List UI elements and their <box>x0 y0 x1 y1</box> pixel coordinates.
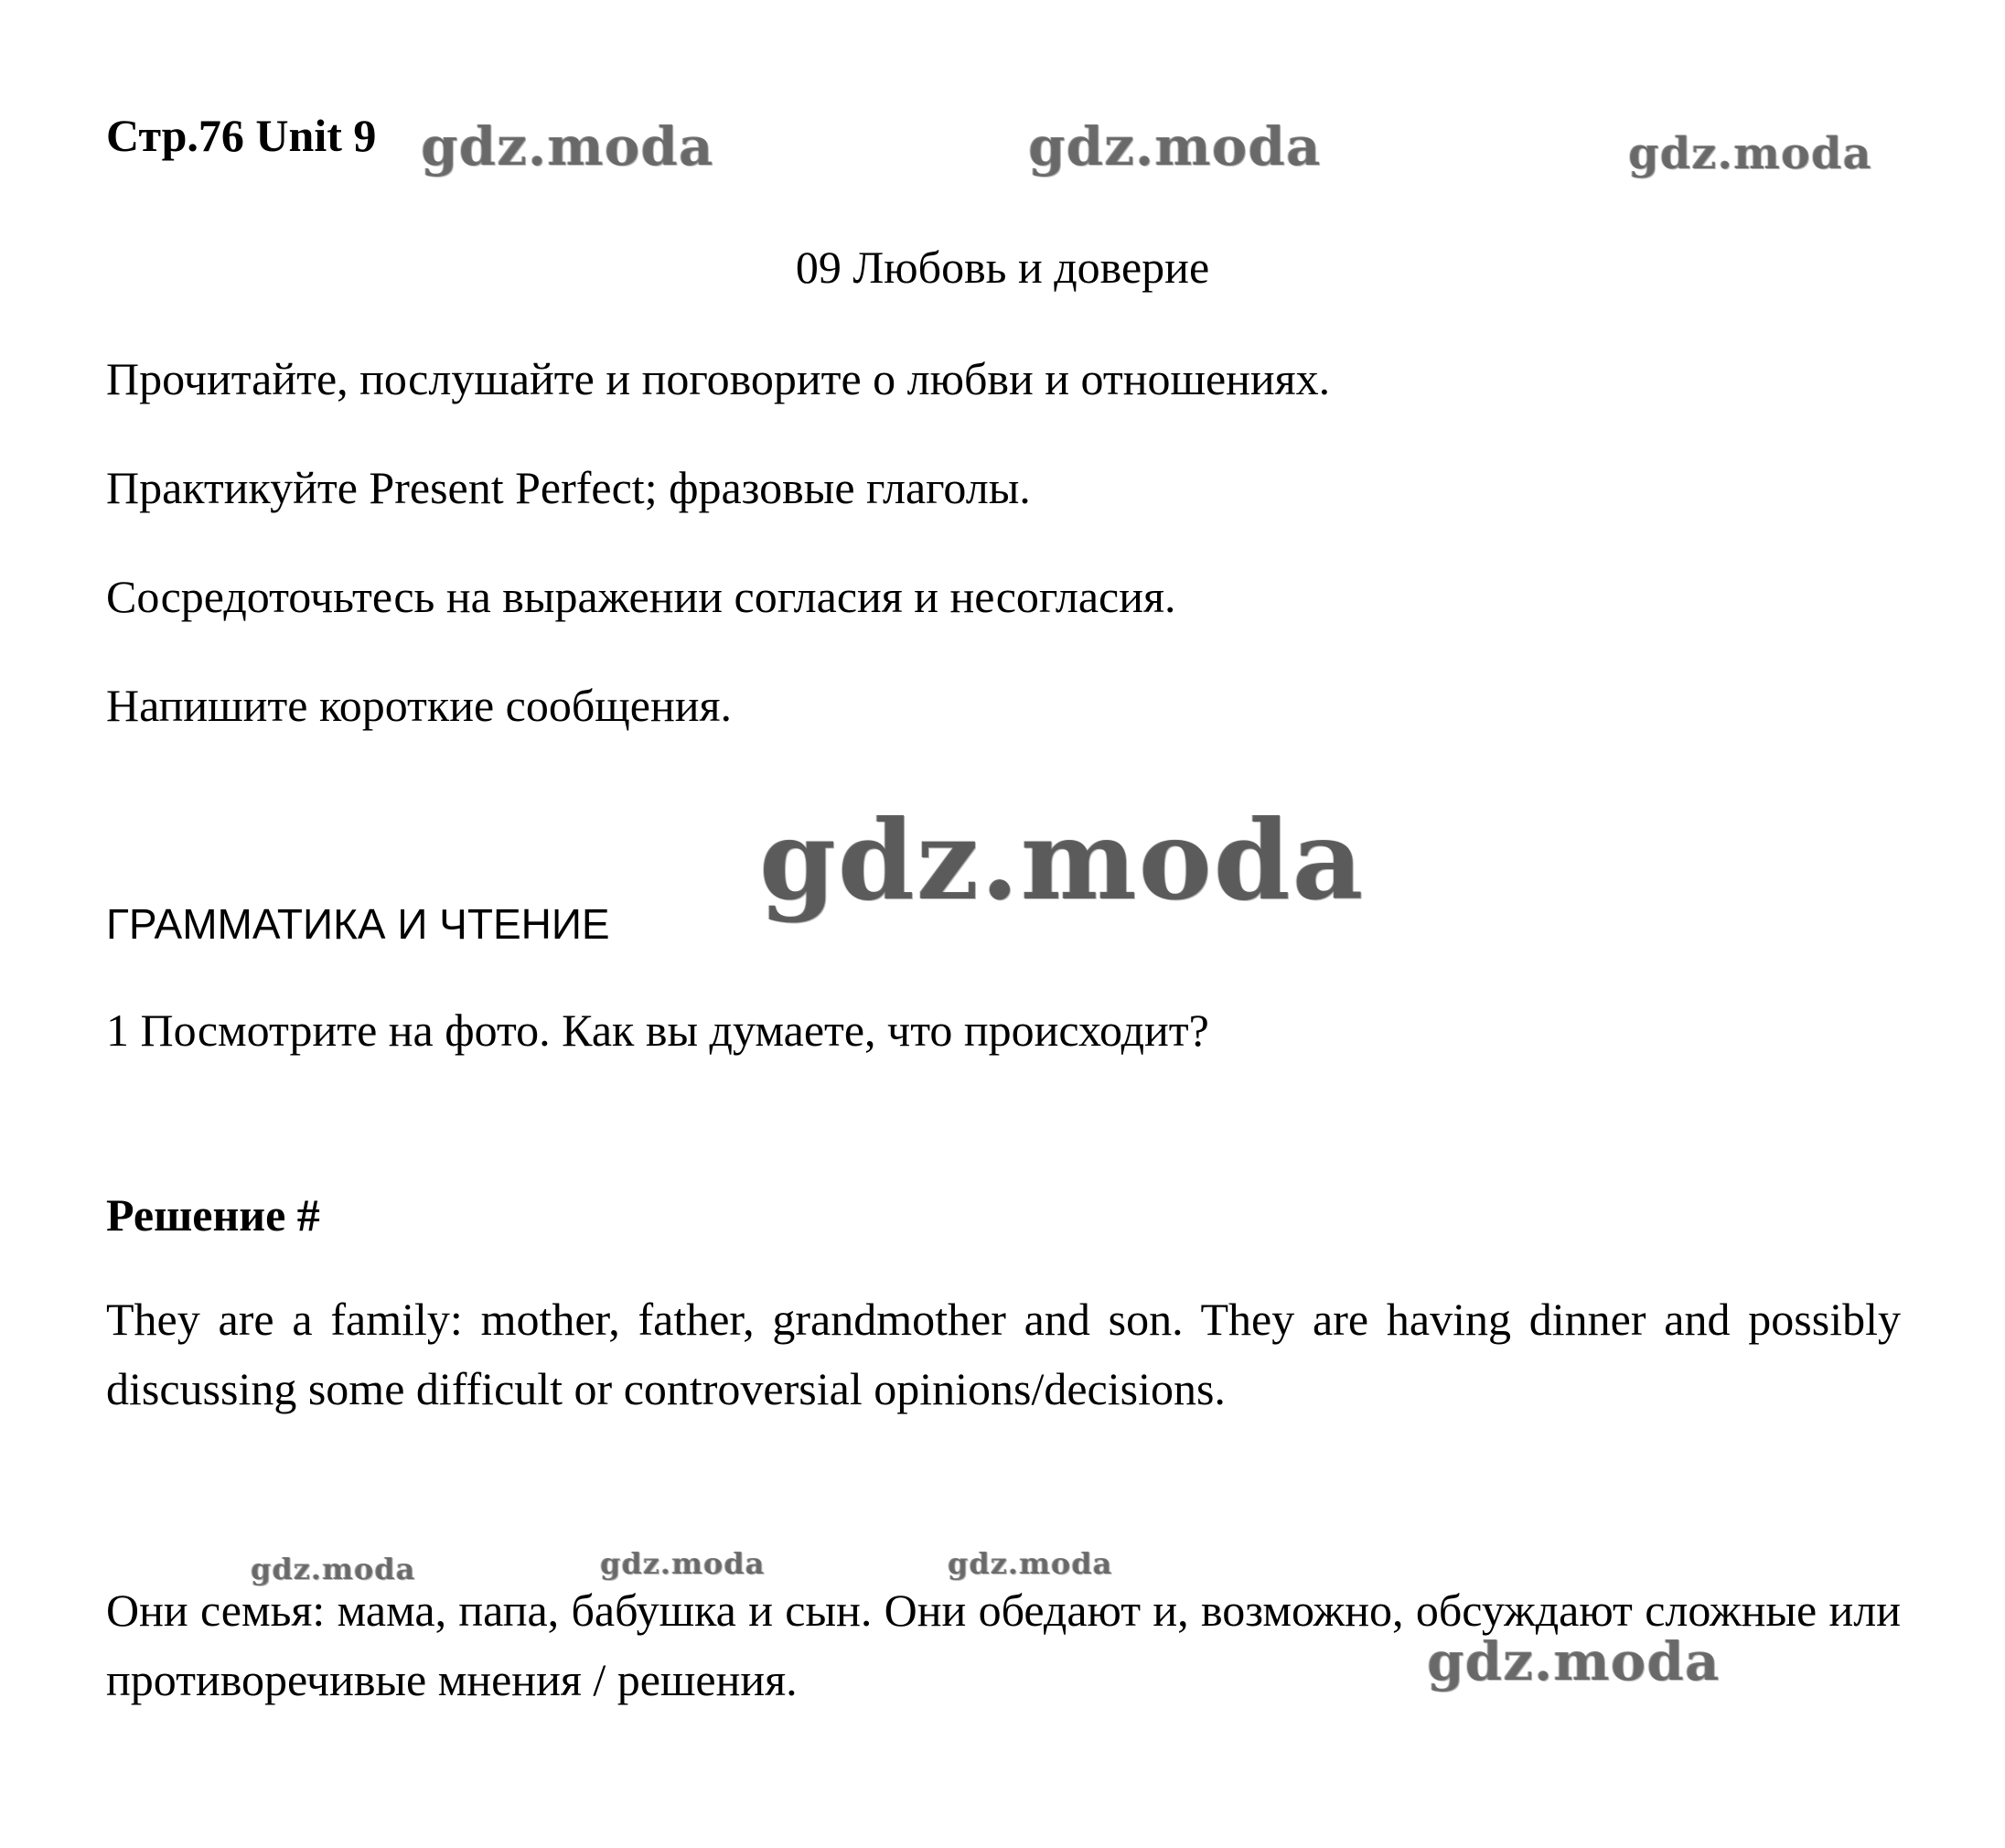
task-text: 1 Посмотрите на фото. Как вы думаете, что происходит? <box>106 1005 1209 1056</box>
watermark-logo: gdz.moda <box>600 1546 766 1581</box>
solution-heading: Решение # <box>106 1189 320 1241</box>
objective-item: Сосредоточьтесь на выражении согласия и несогласия. <box>106 571 1176 622</box>
watermark-logo: gdz.moda <box>759 796 1366 925</box>
objective-item: Практикуйте Present Perfect; фразовые глаголы. <box>106 462 1031 513</box>
russian-answer: Они семья: мама, папа, бабушка и сын. Они обедают и, возможно, обсуждают сложные или противоречивые мнения / решения. <box>106 1585 1901 1705</box>
page-reference: Стр.76 Unit 9 <box>106 110 377 161</box>
unit-title: 09 Любовь и доверие <box>795 242 1210 293</box>
section-heading: ГРАММАТИКА И ЧТЕНИЕ <box>106 900 610 948</box>
objective-item: Прочитайте, послушайте и поговорите о любви и отношениях. <box>106 353 1331 404</box>
watermark-logo: gdz.moda <box>251 1552 416 1586</box>
watermark-logo: gdz.moda <box>1628 128 1872 179</box>
watermark-logo: gdz.moda <box>421 115 714 177</box>
watermark-logo: gdz.moda <box>1427 1630 1721 1692</box>
english-answer: They are a family: mother, father, grandmother and son. They are having dinner and possibly discussing some difficult or controversial opinions/decisions. <box>106 1294 1901 1414</box>
watermark-logo: gdz.moda <box>1028 115 1322 177</box>
objective-item: Напишите короткие сообщения. <box>106 680 732 731</box>
watermark-logo: gdz.moda <box>948 1546 1113 1581</box>
